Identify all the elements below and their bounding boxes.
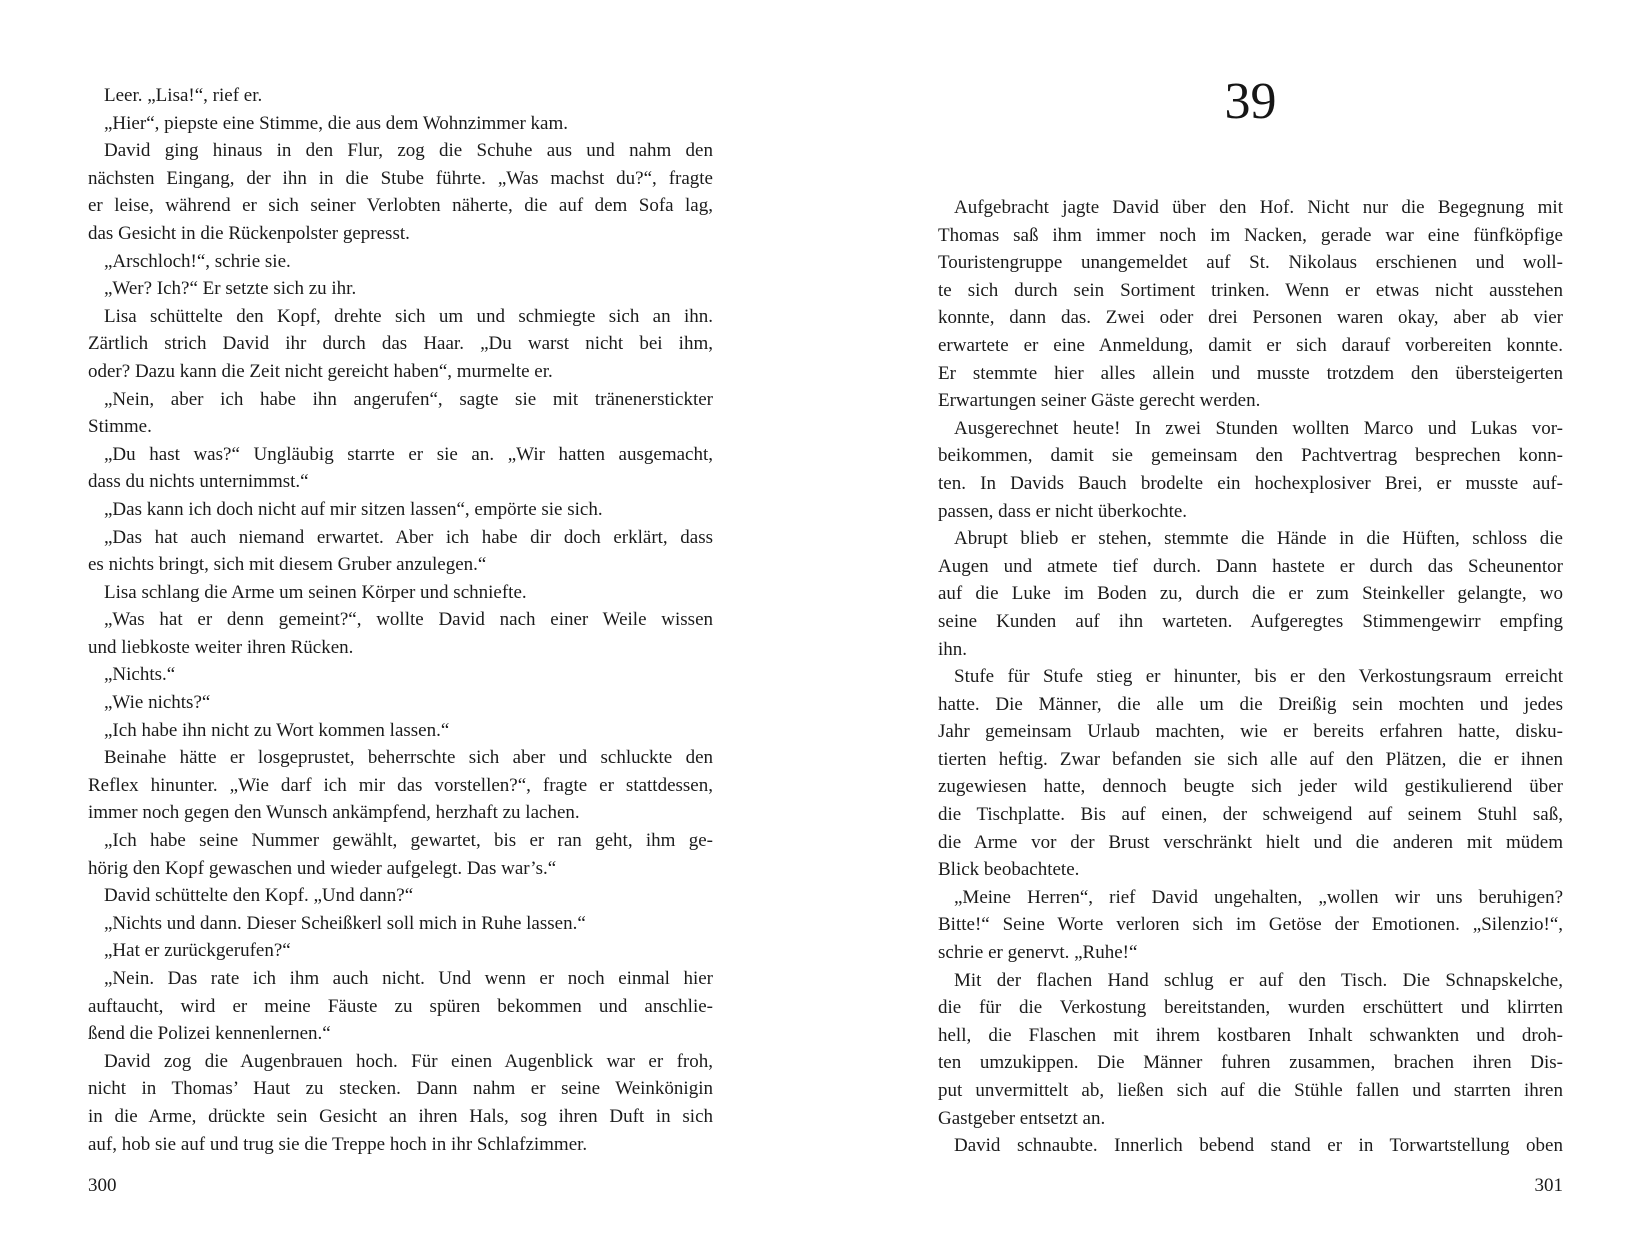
text-line: er leise, während er sich seiner Verlobten näherte, die auf dem Sofa lag, xyxy=(88,195,713,217)
text-line: auf die Luke im Boden zu, durch die er zum Steinkeller gelangte, wo xyxy=(938,583,1563,605)
text-line: te sich durch sein Sortiment trinken. Wenn er etwas nicht ausstehen xyxy=(938,279,1563,301)
paragraph xyxy=(938,663,1563,884)
right-page-number: 301 xyxy=(1534,1175,1563,1196)
paragraph xyxy=(88,110,713,138)
text-line: „Ich habe ihn nicht zu Wort kommen lassen.“ xyxy=(104,719,450,741)
text-line: ten umzukippen. Die Männer fuhren zusammen, brachen ihren Dis- xyxy=(938,1052,1563,1074)
text-line: ten. In Davids Bauch brodelte ein hochexplosiver Brei, er musste auf- xyxy=(938,472,1563,494)
text-line: Thomas saß ihm immer noch im Nacken, gerade war eine fünfköpfige xyxy=(938,224,1563,246)
text-line: Bitte!“ Seine Worte verloren sich im Getöse der Emotionen. „Silenzio!“, xyxy=(938,914,1563,936)
text-line: Lisa schlang die Arme um seinen Körper und schniefte. xyxy=(104,581,527,603)
text-line: auf, hob sie auf und trug sie die Treppe hoch in ihr Schlafzimmer. xyxy=(88,1133,588,1155)
paragraph xyxy=(88,275,713,303)
paragraph xyxy=(88,1048,713,1158)
text-line: Ausgerechnet heute! In zwei Stunden wollten Marco und Lukas vor- xyxy=(954,417,1563,439)
text-line: seine Kunden auf ihn warteten. Aufgeregtes Stimmengewirr empfing xyxy=(938,610,1563,632)
text-line: Erwartungen seiner Gäste gerecht werden. xyxy=(938,390,1261,412)
text-line: „Nein, aber ich habe ihn angerufen“, sagte sie mit tränenerstickter xyxy=(104,388,713,410)
text-line: „Ich habe seine Nummer gewählt, gewartet, bis er ran geht, ihm ge- xyxy=(104,830,713,852)
text-line: Jahr gemeinsam Urlaub machten, wie er bereits erfahren hatte, disku- xyxy=(938,721,1563,743)
text-line: oder? Dazu kann die Zeit nicht gereicht haben“, murmelte er. xyxy=(88,360,553,382)
text-line: ihn. xyxy=(938,638,968,660)
paragraph xyxy=(88,579,713,607)
paragraph xyxy=(88,661,713,689)
left-page-text xyxy=(88,82,713,1158)
paragraph xyxy=(938,525,1563,663)
paragraph xyxy=(88,827,713,882)
text-line: Touristengruppe unangemeldet auf St. Nikolaus erschienen und woll- xyxy=(938,252,1563,274)
text-line: Lisa schüttelte den Kopf, drehte sich um und schmiegte sich an ihn. xyxy=(104,305,713,327)
text-line: „Hat er zurückgerufen?“ xyxy=(104,940,291,962)
text-line: das Gesicht in die Rückenpolster gepresst. xyxy=(88,222,410,244)
paragraph xyxy=(88,386,713,441)
paragraph xyxy=(938,415,1563,525)
text-line: Gastgeber entsetzt an. xyxy=(938,1107,1106,1129)
paragraph xyxy=(88,137,713,247)
text-line: schrie er genervt. „Ruhe!“ xyxy=(938,942,1138,964)
text-line: zugewiesen hatte, dennoch beugte sich jeder wild gestikulierend über xyxy=(938,776,1563,798)
text-line: „Wie nichts?“ xyxy=(104,692,211,714)
text-line: „Was hat er denn gemeint?“, wollte David nach einer Weile wissen xyxy=(104,609,713,631)
paragraph xyxy=(88,441,713,496)
text-line: Aufgebracht jagte David über den Hof. Nicht nur die Begegnung mit xyxy=(954,197,1563,218)
text-line: es nichts bringt, sich mit diesem Gruber anzulegen.“ xyxy=(88,554,487,576)
text-line: Zärtlich strich David ihr durch das Haar. „Du warst nicht bei ihm, xyxy=(88,333,713,355)
text-line: die Tischplatte. Bis auf einen, der schweigend auf seinem Stuhl saß, xyxy=(938,804,1563,826)
text-line: nächsten Eingang, der ihn in die Stube führte. „Was machst du?“, fragte xyxy=(88,167,713,189)
text-line: Er stemmte hier alles allein und musste trotzdem den übersteigerten xyxy=(938,362,1563,384)
text-line: auftaucht, wird er meine Fäuste zu spüren bekommen und anschlie- xyxy=(88,995,713,1017)
paragraph xyxy=(938,1132,1563,1160)
text-line: Abrupt blieb er stehen, stemmte die Hände in die Hüften, schloss die xyxy=(954,528,1563,550)
text-line: hörig den Kopf gewaschen und wieder aufgelegt. Das war’s.“ xyxy=(88,857,557,879)
paragraph xyxy=(88,303,713,386)
text-line: Augen und atmete tief durch. Dann hastete er durch das Scheunentor xyxy=(938,555,1563,577)
text-line: ßend die Polizei kennenlernen.“ xyxy=(88,1023,331,1045)
text-line: Beinahe hätte er losgeprustet, beherrschte sich aber und schluckte den xyxy=(104,747,713,769)
paragraph xyxy=(88,82,713,110)
text-line: Mit der flachen Hand schlug er auf den Tisch. Die Schnapskelche, xyxy=(954,969,1563,991)
paragraph xyxy=(88,248,713,276)
text-line: die Arme vor der Brust verschränkt hielt und die anderen mit müdem xyxy=(938,831,1563,853)
text-line: „Hier“, piepste eine Stimme, die aus dem Wohnzimmer kam. xyxy=(104,112,569,134)
text-line: passen, dass er nicht überkochte. xyxy=(938,500,1188,522)
paragraph xyxy=(88,606,713,661)
text-line: beikommen, damit sie gemeinsam den Pachtvertrag besprechen konn- xyxy=(938,445,1563,467)
text-line: „Arschloch!“, schrie sie. xyxy=(104,250,291,272)
text-line: dass du nichts unternimmst.“ xyxy=(88,471,309,493)
text-line: David ging hinaus in den Flur, zog die Schuhe aus und nahm den xyxy=(104,140,713,162)
paragraph xyxy=(88,937,713,965)
text-line: hatte. Die Männer, die alle um die Dreißig sein mochten und jedes xyxy=(938,693,1563,715)
left-page-number: 300 xyxy=(88,1175,117,1196)
paragraph xyxy=(88,496,713,524)
paragraph xyxy=(938,194,1563,415)
text-line: nicht in Thomas’ Haut zu stecken. Dann nahm er seine Weinkönigin xyxy=(88,1078,713,1100)
text-line: hell, die Flaschen mit ihrem kostbaren Inhalt schwankten und droh- xyxy=(938,1024,1563,1046)
text-line: tierten heftig. Zwar befanden sie sich alle auf den Plätzen, die er ihnen xyxy=(938,748,1563,770)
text-line: immer noch gegen den Wunsch ankämpfend, herzhaft zu lachen. xyxy=(88,802,580,824)
text-line: „Nichts.“ xyxy=(104,664,176,686)
chapter-heading: 39 xyxy=(1224,73,1277,130)
text-line: „Das kann ich doch nicht auf mir sitzen lassen“, empörte sie sich. xyxy=(104,498,603,520)
text-line: „Nichts und dann. Dieser Scheißkerl soll mich in Ruhe lassen.“ xyxy=(104,912,586,934)
text-line: konnte, dann das. Zwei oder drei Personen waren okay, aber ab vier xyxy=(938,307,1563,329)
text-line: in die Arme, drückte sein Gesicht an ihren Hals, sog ihren Duft in sich xyxy=(88,1105,713,1127)
text-line: Stufe für Stufe stieg er hinunter, bis er den Verkostungsraum erreicht xyxy=(954,666,1563,688)
text-line: „Das hat auch niemand erwartet. Aber ich habe dir doch erklärt, dass xyxy=(104,526,713,548)
text-line: Leer. „Lisa!“, rief er. xyxy=(104,85,263,106)
text-line: die für die Verkostung bereitstanden, wurden erschüttert und klirrten xyxy=(938,997,1563,1019)
paragraph xyxy=(88,965,713,1048)
paragraph xyxy=(88,717,713,745)
paragraph xyxy=(938,884,1563,967)
text-line: „Du hast was?“ Ungläubig starrte er sie an. „Wir hatten ausgemacht, xyxy=(104,443,713,465)
paragraph xyxy=(88,882,713,910)
text-line: David schnaubte. Innerlich bebend stand er in Torwartstellung oben xyxy=(954,1135,1563,1157)
text-line: Stimme. xyxy=(88,416,152,438)
paragraph xyxy=(88,524,713,579)
text-line: David schüttelte den Kopf. „Und dann?“ xyxy=(104,885,414,907)
text-line: „Meine Herren“, rief David ungehalten, „wollen wir uns beruhigen? xyxy=(954,886,1563,908)
text-line: „Wer? Ich?“ Er setzte sich zu ihr. xyxy=(104,278,357,300)
text-line: put unvermittelt ab, ließen sich auf die Stühle fallen und starrten ihren xyxy=(938,1080,1563,1101)
text-line: erwartete er eine Anmeldung, damit er sich darauf vorbereiten konnte. xyxy=(938,334,1563,356)
paragraph xyxy=(88,689,713,717)
text-line: Blick beobachtete. xyxy=(938,859,1080,881)
paragraph xyxy=(88,744,713,827)
text-line: „Nein. Das rate ich ihm auch nicht. Und wenn er noch einmal hier xyxy=(104,968,713,989)
text-line: David zog die Augenbrauen hoch. Für einen Augenblick war er froh, xyxy=(104,1050,713,1072)
paragraph xyxy=(88,910,713,938)
text-line: Reflex hinunter. „Wie darf ich mir das vorstellen?“, fragte er stattdessen, xyxy=(88,774,713,796)
right-page-text xyxy=(938,194,1563,1160)
text-line: und liebkoste weiter ihren Rücken. xyxy=(88,636,354,658)
paragraph xyxy=(938,967,1563,1133)
